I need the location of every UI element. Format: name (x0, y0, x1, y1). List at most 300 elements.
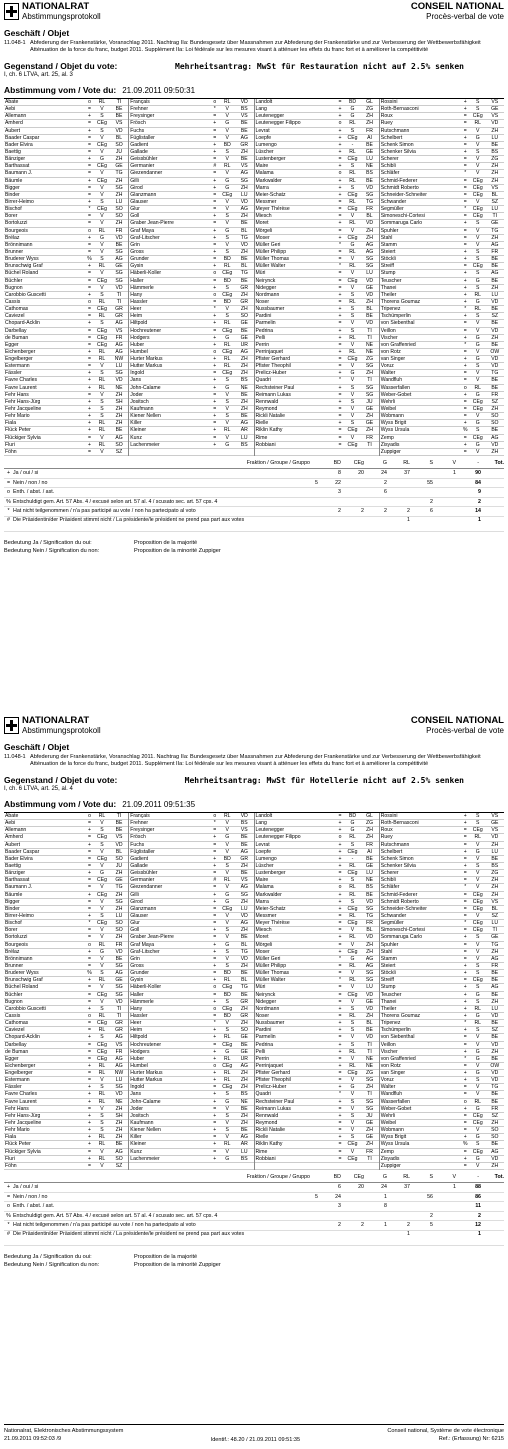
member-canton: ZH (240, 248, 248, 255)
member-vote: = (338, 912, 342, 919)
member-canton: VD (240, 912, 248, 919)
member-name: Wasserfallen (380, 384, 411, 391)
meaning-no (4, 1262, 504, 1270)
member-group: CEg (97, 891, 107, 898)
group-count (387, 488, 410, 497)
member-vote: + (463, 291, 467, 298)
group-summary-table (4, 458, 504, 532)
member-name: Aubert (5, 127, 21, 134)
member-row (4, 385, 128, 392)
member-group: CEg (97, 855, 107, 862)
member-row (255, 1027, 379, 1034)
member-canton: ZH (240, 370, 248, 377)
member-canton: BE (115, 820, 123, 827)
member-name: Baettig (5, 148, 21, 155)
group-count: 1 (478, 516, 481, 523)
member-row (380, 849, 504, 856)
member-vote: + (88, 198, 91, 205)
member-canton: TG (240, 948, 248, 955)
member-row (4, 199, 128, 206)
member-name: Weber-Gobet (380, 391, 412, 398)
member-row (255, 99, 379, 106)
member-group: CEg (347, 156, 358, 163)
member-vote: = (338, 298, 342, 305)
member-canton: SG (115, 962, 123, 969)
group-summary-title: Fraktion / Groupe / Gruppo (246, 1174, 310, 1181)
member-vote: = (463, 977, 467, 984)
member-group: V (225, 434, 229, 441)
geschaeft-text: Abfederung der Frankenstärke, Voranschlag 2011. Nachtrag IIa: Bundesgesetz über Massnahmen zur Abfederung der Frankenstärke und zur Verbesserung der Wettbewerbsfähigkeit Atténuation de la force du franc, budget 2011. Supplément IIa: Loi fédérale sur les mesures visant à atténuer les effets du franc fort et à améliorer la compétitivité (30, 40, 481, 53)
member-canton: LU (366, 156, 373, 163)
member-vote: + (463, 1005, 467, 1012)
member-vote: = (213, 1012, 217, 1019)
member-group: V (476, 348, 480, 355)
member-name: Hiltpold (130, 320, 148, 327)
member-vote: o (213, 984, 217, 991)
member-name: Baader Caspar (5, 134, 40, 141)
member-vote: + (338, 327, 342, 334)
member-row (380, 185, 504, 192)
member-canton: VS (115, 327, 123, 334)
member-vote: + (88, 427, 91, 434)
group-count (341, 517, 364, 531)
member-group: S (225, 313, 229, 320)
group-name: G (382, 1174, 387, 1181)
member-canton: FR (366, 1148, 373, 1155)
member-row (4, 1163, 128, 1170)
geschaeft-block (4, 754, 504, 768)
member-canton: FR (366, 920, 373, 927)
member-row (129, 1006, 253, 1013)
member-vote: = (88, 934, 91, 941)
member-group: V (225, 241, 229, 248)
member-canton: LU (491, 134, 498, 141)
member-canton: ZH (240, 862, 248, 869)
member-vote: + (338, 398, 342, 405)
member-name: Tripenez (380, 306, 401, 313)
member-canton: AG (240, 884, 248, 891)
member-group: V (476, 948, 480, 955)
member-row (129, 249, 253, 256)
motion-title: Mehrheitsantrag: MwSt für Hotellerie nicht auf 2.5% senken (184, 776, 464, 785)
header-left (4, 2, 101, 26)
member-canton: ZG (491, 870, 499, 877)
group-name: Tot. (494, 460, 504, 467)
member-vote: o (338, 834, 342, 841)
member-group: CEg (222, 291, 233, 298)
member-row (4, 1056, 128, 1063)
member-vote: = (88, 363, 91, 370)
member-group: V (476, 413, 480, 420)
member-group: RL (349, 220, 356, 227)
member-canton: BS (240, 1155, 248, 1162)
member-row (129, 192, 253, 199)
member-group: S (100, 1112, 104, 1119)
member-name: Stamm (380, 955, 397, 962)
member-canton: ZH (115, 406, 123, 413)
member-row (4, 349, 128, 356)
member-canton: VD (115, 234, 123, 241)
member-group: CEg (97, 1020, 107, 1027)
member-group: S (476, 270, 480, 277)
member-vote: = (213, 327, 217, 334)
member-group: V (350, 984, 355, 991)
member-group: RL (349, 962, 356, 969)
member-vote: = (88, 898, 91, 905)
member-canton: SH (115, 1112, 123, 1119)
member-name: Rime (255, 1148, 268, 1155)
member-row (380, 306, 504, 313)
member-group: V (225, 106, 229, 113)
member-name: Rime (255, 434, 268, 441)
member-vote: * (464, 206, 467, 213)
footer-timestamp: 21.09.2011 09:52:03 /9 (4, 1436, 62, 1442)
member-row (380, 406, 504, 413)
member-canton: ZH (240, 148, 248, 155)
member-name: Rutschmann (380, 841, 410, 848)
member-group: CEg (472, 191, 483, 198)
member-group: CEg (97, 327, 107, 334)
member-group: S (225, 1027, 229, 1034)
member-canton: VD (365, 991, 374, 998)
member-group: V (100, 1077, 104, 1084)
member-canton: ZH (240, 1084, 248, 1091)
member-group: V (476, 1034, 480, 1041)
member-canton: SZ (115, 1162, 123, 1169)
member-name: Pfister Gerhard (255, 356, 291, 363)
member-vote: = (213, 934, 217, 941)
member-name: Schwander (380, 198, 407, 205)
member-group: S (476, 1027, 480, 1034)
member-name: Allemann (5, 827, 27, 834)
member-row (4, 263, 128, 270)
member-vote: + (338, 891, 342, 898)
member-column (129, 813, 254, 1170)
member-name: Fehr Jacqueline (5, 1120, 42, 1127)
member-canton: GR (240, 284, 249, 291)
member-vote: + (88, 948, 91, 955)
member-row (4, 435, 128, 442)
member-row (380, 328, 504, 335)
member-name: Haller (130, 277, 144, 284)
member-canton: TG (115, 884, 123, 891)
member-canton: VD (240, 813, 248, 819)
member-name: Brunschwig Graf (5, 263, 43, 270)
member-canton: AG (240, 1134, 248, 1141)
member-vote: = (463, 320, 467, 327)
member-vote: = (463, 1034, 467, 1041)
vote-category: Ja / oui / si (13, 1184, 39, 1191)
member-name: Flück Peter (5, 1141, 31, 1148)
member-group: G (225, 177, 230, 184)
member-row (129, 385, 253, 392)
member-vote: + (463, 134, 467, 141)
member-canton: SG (365, 256, 374, 263)
member-row (380, 1163, 504, 1170)
member-vote: + (338, 163, 342, 170)
member-row (129, 906, 253, 913)
member-vote: = (338, 99, 342, 105)
member-canton: NW (114, 356, 124, 363)
member-row (255, 363, 379, 370)
member-row (4, 335, 128, 342)
member-name: Büchler (5, 991, 23, 998)
member-vote: + (213, 1034, 217, 1041)
member-canton: SG (240, 177, 248, 184)
member-name: Brunner (5, 248, 24, 255)
member-vote: = (338, 970, 342, 977)
member-name: Rossini (380, 813, 398, 819)
member-name: Parmelin (255, 1034, 276, 1041)
member-canton: VD (491, 1041, 499, 1048)
member-vote: + (338, 348, 342, 355)
member-name: von Siebenthal (380, 320, 415, 327)
member-canton: ZH (240, 1005, 248, 1012)
member-name: Ruey (380, 834, 393, 841)
group-count (387, 1202, 410, 1211)
member-name: Gallade (130, 148, 148, 155)
member-name: Moser (255, 948, 270, 955)
member-row (4, 1106, 128, 1113)
member-name: Kiener Nellen (130, 1127, 161, 1134)
member-row (4, 892, 128, 899)
member-group: RL (223, 341, 231, 348)
member-group: S (100, 256, 104, 263)
member-name: Jans (130, 377, 142, 384)
member-group: CEg (97, 277, 107, 284)
member-name: Amherd (5, 120, 23, 127)
member-vote: + (213, 148, 217, 155)
member-name: Schenker Silvia (380, 148, 416, 155)
member-group: RL (98, 813, 106, 819)
swiss-cross-icon (4, 3, 19, 20)
member-group: V (100, 998, 104, 1005)
protocol-title-fr: Procès-verbal de vote (426, 726, 504, 735)
member-row (255, 970, 379, 977)
member-vote: + (463, 970, 467, 977)
member-row (129, 206, 253, 213)
member-group: G (225, 334, 230, 341)
member-name: Grunder (130, 970, 149, 977)
member-group: S (350, 1112, 355, 1119)
member-canton: UR (240, 1055, 248, 1062)
member-name: Joder (130, 1105, 143, 1112)
member-vote: = (338, 391, 342, 398)
member-canton: FR (491, 248, 499, 255)
group-summary-row (4, 507, 504, 517)
member-vote: = (88, 391, 91, 398)
member-row (4, 356, 128, 363)
member-group: V (476, 877, 480, 884)
member-vote: = (463, 177, 467, 184)
member-name: Fehr Jacqueline (5, 406, 42, 413)
member-vote: = (463, 891, 467, 898)
member-group: V (350, 1034, 355, 1041)
member-vote (210, 449, 219, 455)
member-name: Freysinger (130, 827, 155, 834)
member-vote: = (463, 120, 467, 127)
member-name: Bäumle (5, 177, 23, 184)
member-vote (336, 449, 345, 455)
member-canton: ZH (491, 884, 499, 891)
member-row (4, 1042, 128, 1049)
group-summary-row (4, 517, 504, 532)
member-name: Gross (130, 962, 144, 969)
member-row (380, 278, 504, 285)
member-vote: = (463, 855, 467, 862)
member-row (380, 884, 504, 891)
member-row (255, 449, 379, 456)
member-canton: SG (115, 277, 123, 284)
member-name: Maire (255, 163, 269, 170)
member-canton: GE (365, 284, 374, 291)
member-name: Bader Elvira (5, 855, 33, 862)
member-row (255, 899, 379, 906)
member-canton: ZH (115, 1127, 123, 1134)
vote-symbol: = (6, 479, 11, 486)
header-left (4, 716, 101, 740)
member-canton: ZH (115, 413, 123, 420)
member-name: Estermann (5, 363, 30, 370)
member-row (129, 442, 253, 449)
member-group: V (350, 434, 355, 441)
member-row (255, 199, 379, 206)
member-row (380, 413, 504, 420)
vote-datetime-line (4, 85, 504, 95)
member-canton: SG (365, 391, 374, 398)
member-group: CEg (97, 306, 107, 313)
member-name: Birrer-Heimo (5, 198, 34, 205)
member-name: van Singer (380, 1070, 406, 1077)
member-row (129, 1141, 253, 1148)
vote-subject-line (4, 61, 504, 71)
member-vote: + (463, 391, 467, 398)
meaning-no-value: Proposition de la minorité Zuppiger (134, 1261, 221, 1268)
member-name: Müller Philipp (255, 962, 287, 969)
member-row (255, 913, 379, 920)
member-group: CEg (347, 441, 358, 448)
member-canton: BE (491, 377, 499, 384)
motion-title: Mehrheitsantrag: MwSt für Restauration nicht auf 2.5% senken (175, 62, 464, 71)
member-row (4, 942, 128, 949)
member-row (129, 335, 253, 342)
member-group: V (476, 156, 480, 163)
member-canton: BE (491, 341, 499, 348)
member-name: Sommaruga Carlo (380, 934, 423, 941)
member-vote: = (338, 962, 342, 969)
member-vote: + (338, 234, 342, 241)
member-canton: BE (115, 427, 123, 434)
member-vote: = (88, 191, 91, 198)
member-name: Schenk Simon (380, 855, 414, 862)
member-row (129, 427, 253, 434)
vote-category: Nein / non / no (13, 479, 48, 486)
member-group: G (475, 991, 480, 998)
member-canton: AG (365, 962, 374, 969)
member-canton: BE (366, 313, 373, 320)
member-row (380, 1141, 504, 1148)
member-vote: = (88, 1027, 91, 1034)
member-canton: TI (116, 1005, 122, 1012)
member-name: Hämmerle (130, 284, 154, 291)
member-vote: + (338, 1005, 342, 1012)
member-row (129, 1034, 253, 1041)
member-group: S (476, 256, 480, 263)
meaning-yes-label: Bedeutung Ja / Signification du oui: (4, 539, 92, 546)
member-vote: = (463, 1084, 467, 1091)
member-group: V (350, 391, 355, 398)
member-canton: BL (241, 263, 248, 270)
member-row (129, 1013, 253, 1020)
member-name: Barthassat (5, 163, 30, 170)
member-vote: + (338, 113, 342, 120)
member-canton: VD (365, 320, 374, 327)
group-count (410, 1202, 433, 1211)
member-row (129, 435, 253, 442)
member-row (380, 420, 504, 427)
member-group: S (476, 1077, 480, 1084)
member-group: V (476, 370, 480, 377)
member-group: V (100, 984, 104, 991)
member-row (255, 863, 379, 870)
member-group: RL (349, 1062, 356, 1069)
member-vote: + (213, 834, 217, 841)
member-canton: TG (240, 270, 248, 277)
member-vote: = (338, 413, 342, 420)
member-vote: + (338, 334, 342, 341)
member-canton: ZH (366, 113, 373, 120)
member-vote: = (88, 170, 91, 177)
member-group: G (475, 1048, 480, 1055)
member-canton: BE (491, 970, 499, 977)
member-group: RL (98, 263, 106, 270)
member-vote: = (213, 420, 217, 427)
member-name: Geissbühler (130, 870, 158, 877)
member-group: CEg (472, 827, 483, 834)
member-canton: GE (115, 877, 123, 884)
member-group: RL (98, 1091, 106, 1098)
member-group: - (351, 855, 354, 862)
member-vote: + (88, 1155, 91, 1162)
member-row (129, 449, 253, 456)
member-vote: = (88, 277, 91, 284)
member-canton: BE (240, 834, 248, 841)
member-canton: GE (365, 148, 374, 155)
member-row (380, 356, 504, 363)
member-canton: ZH (366, 298, 373, 305)
member-canton: VD (491, 834, 499, 841)
member-canton: GE (240, 320, 248, 327)
member-vote: = (88, 284, 91, 291)
member-vote: + (213, 1091, 217, 1098)
member-group: RL (98, 1098, 106, 1105)
meaning-no-label: Bedeutung Nein / Signification du non: (4, 1261, 100, 1268)
member-name: Pedrina (255, 1041, 274, 1048)
member-group: S (225, 927, 229, 934)
vote-category: Entschuldigt gem. Art. 57 Abs. 4 / excusé selon art. 57 al. 4 / scusato sec. art. 57 cps. 4 (13, 498, 218, 505)
member-group: V (350, 341, 355, 348)
member-name: Rechsteiner Paul (255, 384, 295, 391)
member-vote (336, 1163, 345, 1169)
member-canton: GE (240, 1034, 248, 1041)
member-vote: + (213, 441, 217, 448)
member-group: S (225, 284, 229, 291)
member-name: Levrat (255, 841, 270, 848)
member-row (380, 1106, 504, 1113)
member-vote: + (88, 1098, 91, 1105)
member-canton: ZH (491, 1048, 499, 1055)
member-canton: BE (491, 977, 499, 984)
